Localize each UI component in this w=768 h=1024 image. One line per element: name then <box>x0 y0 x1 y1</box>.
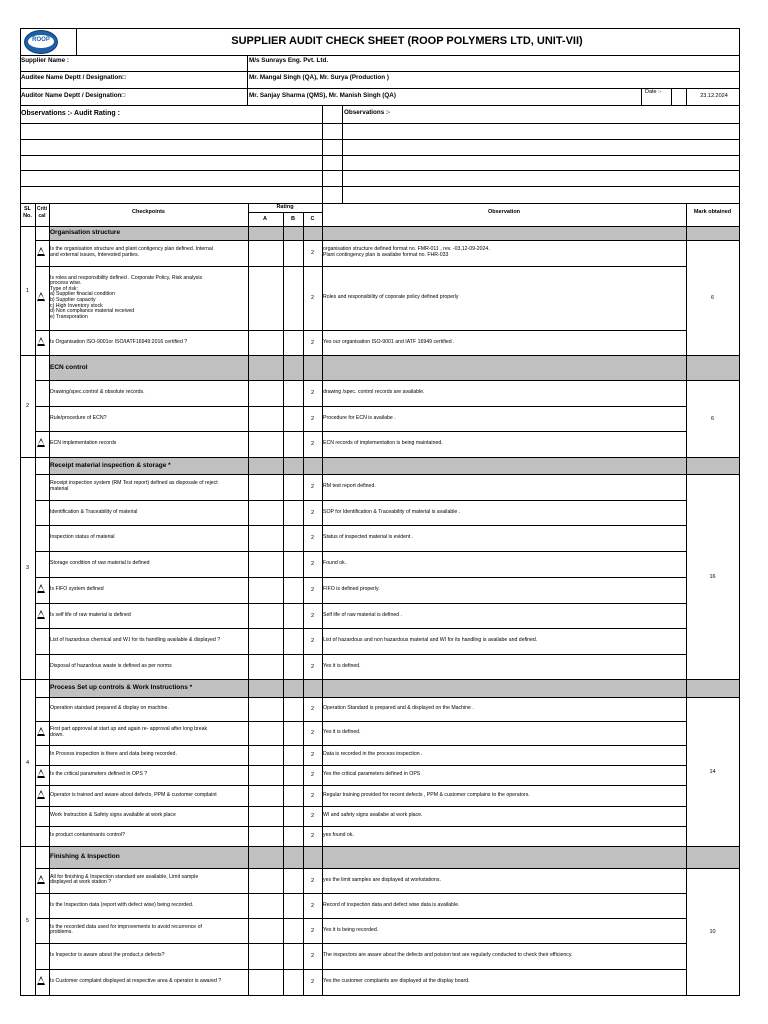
observation-text: Data is recorded in the process inspection . <box>323 751 423 758</box>
observation-text: drawing /spec. control records are available. <box>323 389 425 396</box>
rating-c-value: 2 <box>310 752 315 758</box>
checkpoint-text: Receipt inspection system (RM Test report) defined as disposale of reject material <box>50 480 218 492</box>
observation-text: Yes the customer complaints are displayed at the display board. <box>323 978 470 985</box>
rating-c-value: 2 <box>310 561 315 567</box>
rating-c-value: 2 <box>310 706 315 712</box>
observation-text: RM test report defined. <box>323 483 376 490</box>
observation-text: Yes the critical parameters defined in OPS <box>323 771 421 778</box>
critical-triangle-icon <box>37 790 45 799</box>
observation-text: Found ok. <box>323 560 347 567</box>
critical-triangle-icon <box>37 727 45 736</box>
rating-c-value: 2 <box>310 535 315 541</box>
observation-text: yes the limit samples are displayed at workstations. <box>323 876 441 883</box>
company-logo: ROOP <box>24 30 58 54</box>
col-header-rating: Rating <box>276 204 294 210</box>
checkpoint-text: Inspection status of material <box>50 534 115 541</box>
critical-triangle-icon <box>37 610 45 619</box>
col-header-mark: Mark obtained <box>693 209 732 215</box>
col-header-rating-c: C <box>310 216 315 222</box>
col-header-observation: Observation <box>487 209 521 215</box>
section-serial-number: 4 <box>25 759 30 766</box>
rating-c-value: 2 <box>310 663 315 670</box>
col-header-sl-no: SL No. <box>23 206 32 219</box>
sheet-title: SUPPLIER AUDIT CHECK SHEET (ROOP POLYMERS LTD, UNIT-VII) <box>231 35 583 47</box>
checkpoint-text: Disposal of hazardous waste is defined as per norms <box>50 662 172 669</box>
checkpoint-text: Operation standard prepared & display on machine. <box>50 705 169 712</box>
rating-c-value: 2 <box>310 638 315 644</box>
critical-triangle-icon <box>37 875 45 884</box>
checkpoint-text: Is product contaminants control? <box>50 832 125 839</box>
checkpoint-text: Is Inspector is aware about the product,s defects? <box>50 952 165 959</box>
rating-c-value: 2 <box>310 587 315 593</box>
section-mark-obtained: 6 <box>710 294 715 301</box>
section-mark-obtained: 10 <box>709 928 716 935</box>
checkpoint-text: Is FIFO system defined <box>50 586 104 593</box>
observation-text: yes found ok. <box>323 832 354 839</box>
date-value: 23.12.2024 <box>700 93 728 99</box>
date-label: Date :- <box>645 89 662 95</box>
checkpoint-text: Rule/procedure of ECN? <box>50 414 107 421</box>
critical-triangle-icon <box>37 247 45 256</box>
observation-text: Procedure for ECN is availabe . <box>323 414 396 421</box>
observation-text: Yes our organisation ISO-9001 and IATF 16949 certified . <box>323 338 455 345</box>
rating-c-value: 2 <box>310 927 315 934</box>
rating-c-value: 2 <box>310 979 315 985</box>
checkpoint-text: Is roles and responsibility defined . Corporate Policy, Risk analysis process wise. Type of risk: a) Supplier finacial condition b) Supplier capacity c) High Inventory stock d) Non compliance material received e) Transporation <box>50 274 203 320</box>
observation-text: Yes it is defined. <box>323 662 361 669</box>
rating-c-value: 2 <box>310 772 315 778</box>
checkpoint-text: ECN implementation records <box>50 440 117 447</box>
section-header <box>50 847 739 868</box>
col-header-critical: Criti cal <box>37 206 47 219</box>
critical-triangle-icon <box>37 769 45 778</box>
rating-c-value: 2 <box>310 484 315 490</box>
supplier-name-value: M/s Sunrays Eng. Pvt. Ltd. <box>249 57 329 64</box>
section-header <box>50 227 739 240</box>
rating-c-value: 2 <box>310 612 315 619</box>
checkpoint-text: List of hazardous chemical and W.I for its handling available & displayed ? <box>50 637 221 644</box>
checkpoint-text: Is Customer complaint displayed at respective area & operator is awared ? <box>50 978 222 985</box>
rating-c-value: 2 <box>310 833 315 839</box>
auditee-value: Mr. Mangal Singh (QA), Mr. Surya (Production ) <box>249 74 389 81</box>
observation-text: Status of inspected material is evident . <box>323 534 414 541</box>
checkpoint-text: Is the critical parameters defined in OPS ? <box>50 771 148 778</box>
rating-c-value: 2 <box>310 295 315 301</box>
checkpoint-text: Is Organisation ISO-9001or ISO/IATF16949:2016 certified ? <box>50 338 188 345</box>
col-header-rating-b: B <box>291 216 295 222</box>
checkpoint-text: Is the recorded data used for improvements to avoid recurrence of problems. <box>50 923 202 936</box>
audit-rating-label: Observations :- Audit Rating : <box>21 110 120 117</box>
checkpoint-text: First part approval at start up and again re- approval after long break down. <box>50 726 208 738</box>
observation-text: Yes it is defined. <box>323 729 361 736</box>
auditor-label: Auditor Name Deptt / Designation□ <box>21 92 126 99</box>
rating-c-value: 2 <box>310 441 315 447</box>
rating-c-value: 2 <box>310 509 315 516</box>
supplier-name-label: Supplier Name : <box>21 57 69 64</box>
rating-c-value: 2 <box>310 250 315 256</box>
critical-triangle-icon <box>37 438 45 447</box>
observation-text: List of hazardous and non hazardous material and WI for its handling is availabe and defined. <box>323 637 538 644</box>
section-title: Receipt material inspection & storage * <box>50 461 171 469</box>
section-title: Process Set up controls & Work Instructions * <box>50 684 193 691</box>
section-serial-number: 2 <box>25 403 30 409</box>
observation-text: The inspectors are aware about the defects and poision test are regularly conducted to check their efficiency. <box>323 952 573 959</box>
section-serial-number: 3 <box>25 565 30 571</box>
section-mark-obtained: 14 <box>709 768 716 775</box>
critical-triangle-icon <box>37 584 45 593</box>
observations-label: Observations :- <box>344 109 391 116</box>
checkpoint-text: Is the Inspection data (report with defect wise) being recorded. <box>50 901 194 908</box>
rating-c-value: 2 <box>310 339 315 346</box>
checkpoint-text: Identification & Traceability of material <box>50 508 138 515</box>
observation-text: Record of inspection data and defect wise data is available. <box>323 901 460 908</box>
observation-text: Operation Standard is prepared and & displayed on the Machine . <box>323 705 474 712</box>
rating-c-value: 2 <box>310 792 315 799</box>
rating-c-value: 2 <box>310 953 315 959</box>
section-mark-obtained: 6 <box>710 415 715 422</box>
observation-text: FIFO is defined properly. <box>323 586 380 593</box>
rating-c-value: 2 <box>310 415 315 422</box>
section-title: ECN control <box>50 363 88 371</box>
col-header-rating-a: A <box>263 216 267 222</box>
checkpoint-text: Is self life of raw material is defined <box>50 611 131 618</box>
checkpoint-text: All for finishing & Inspection standard are available, Limit sample displayed at work station ? <box>50 873 199 886</box>
observation-text: Yes it is being recorded. <box>323 926 379 933</box>
auditor-value: Mr. Sanjay Sharma (QMS), Mr. Manish Singh (QA) <box>249 92 396 99</box>
observation-text: organisation structure defined format no. FMR-011 , rev. -03,12-09-2024. Plant contingency plan is availabe format no. FHR-033 <box>323 246 490 258</box>
rating-c-value: 2 <box>310 902 315 909</box>
checkpoint-text: Operator is trained and aware about defects, PPM & customer complaint <box>50 791 217 798</box>
critical-triangle-icon <box>37 976 45 985</box>
observation-text: Self life of raw material is defined . <box>323 611 403 618</box>
section-serial-number: 1 <box>25 287 30 294</box>
critical-triangle-icon <box>37 337 45 346</box>
critical-triangle-icon <box>37 292 45 301</box>
section-title: Finishing & Inspection <box>50 853 120 860</box>
rating-c-value: 2 <box>310 877 315 884</box>
section-serial-number: 5 <box>25 917 30 924</box>
observation-text: SOP for Identification & Traceability of material is available . <box>323 508 461 515</box>
auditee-label: Auditee Name Deptt / Designation□ <box>21 74 126 81</box>
checkpoint-text: Is the organisation structure and plant contigency plan defined. Internal and external issues, Interested parties. <box>50 246 213 258</box>
observation-text: ECN records of implementation is being maintained. <box>323 440 443 447</box>
rating-c-value: 2 <box>310 390 315 396</box>
observation-text: Roles and responsibility of coporate policy defined properly <box>323 294 459 301</box>
checkpoint-text: Drawing/spec.control & obsolute records. <box>50 389 145 396</box>
rating-c-value: 2 <box>310 813 315 819</box>
section-title: Organisation structure <box>50 229 121 236</box>
section-mark-obtained: 16 <box>709 573 716 580</box>
section-header <box>50 356 739 380</box>
col-header-checkpoints: Checkpoints <box>131 209 165 215</box>
observation-text: WI and safety signs availabe at work place. <box>323 812 423 819</box>
checkpoint-text: Work Instruction & Safety signs available at work place <box>50 812 176 819</box>
checkpoint-text: Storage condition of raw material is defined <box>50 560 150 567</box>
rating-c-value: 2 <box>310 730 315 736</box>
observation-text: Regular training provided for recent defects , PPM & customer complains to the operators. <box>323 791 530 798</box>
checkpoint-text: In Process inspection is there and data being recorded. <box>50 751 177 758</box>
